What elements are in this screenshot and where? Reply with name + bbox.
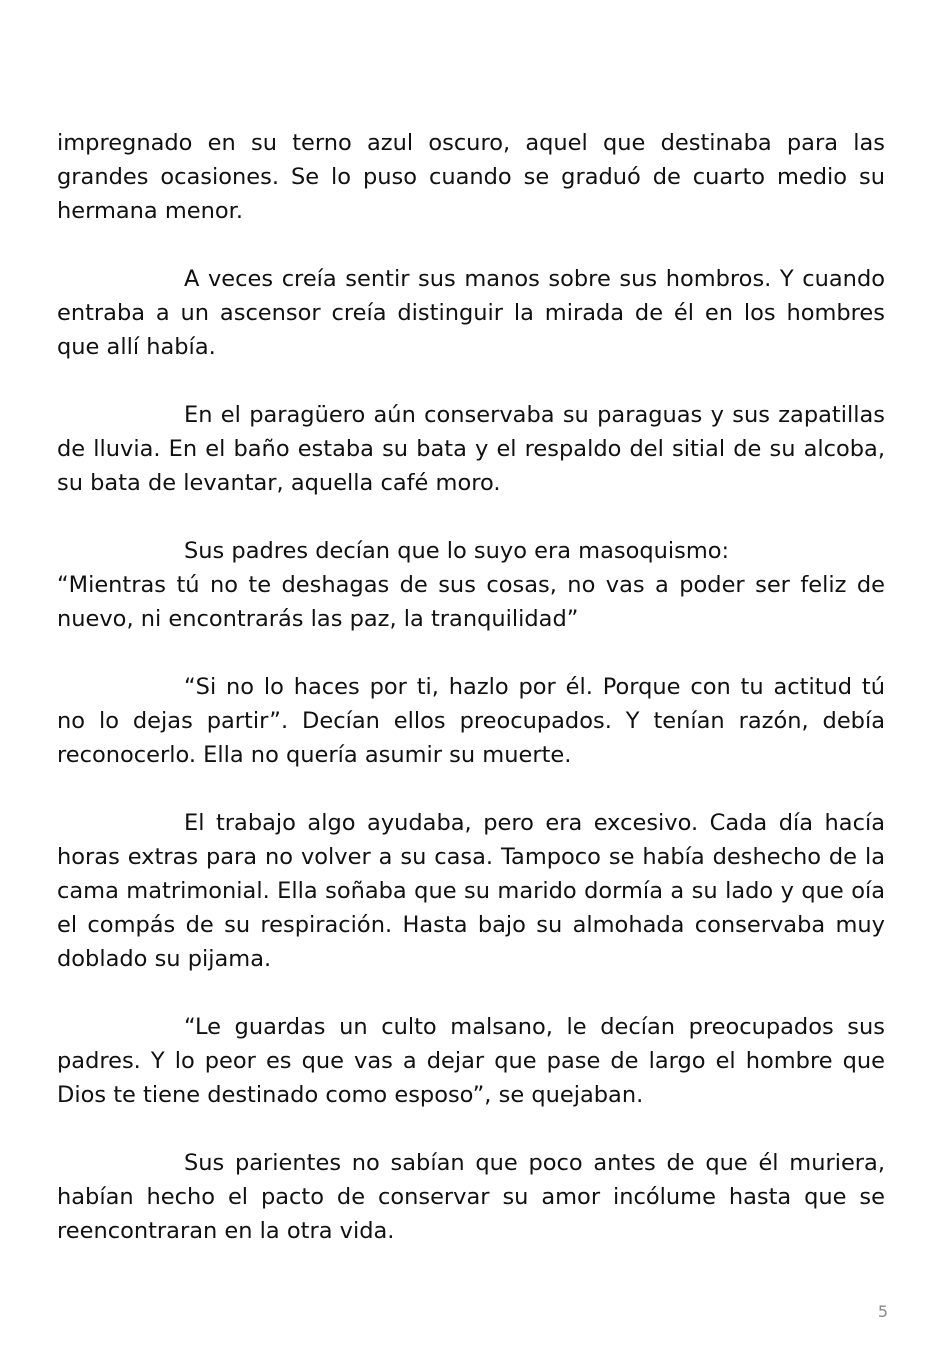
paragraph-7: “Le guardas un culto malsano, le decían preocupados sus padres. Y lo peor es que vas a dejar que pase de largo el hombre que Dios te tiene destinado como esposo”, se quejaban. bbox=[57, 1014, 885, 1108]
page-number: 5 bbox=[877, 1302, 888, 1321]
document-body bbox=[57, 126, 885, 1282]
paragraph-8: Sus parientes no sabían que poco antes de que él muriera, habían hecho el pacto de conservar su amor incólume hasta que se reencontraran en la otra vida. bbox=[57, 1150, 885, 1244]
paragraph-6: El trabajo algo ayudaba, pero era excesivo. Cada día hacía horas extras para no volver a su casa. Tampoco se había deshecho de la cama matrimonial. Ella soñaba que su marido dormía a su lado y que oía el compás de su respiración. Hasta bajo su almohada conservaba muy doblado su pijama. bbox=[57, 810, 885, 972]
paragraph-4-intro: Sus padres decían que lo suyo era masoquismo: bbox=[184, 538, 730, 564]
paragraph-2: A veces creía sentir sus manos sobre sus hombros. Y cuando entraba a un ascensor creía distinguir la mirada de él en los hombres que allí había. bbox=[57, 266, 885, 360]
paragraph-1: impregnado en su terno azul oscuro, aquel que destinaba para las grandes ocasiones. Se lo puso cuando se graduó de cuarto medio su hermana menor. bbox=[57, 130, 885, 224]
paragraph-5: “Si no lo haces por ti, hazlo por él. Porque con tu actitud tú no lo dejas partir”. Decían ellos preocupados. Y tenían razón, debía reconocerlo. Ella no quería asumir su muerte. bbox=[57, 674, 885, 768]
paragraph-3: En el paragüero aún conservaba su paraguas y sus zapatillas de lluvia. En el baño estaba su bata y el respaldo del sitial de su alcoba, su bata de levantar, aquella café moro. bbox=[57, 402, 885, 496]
paragraph-4 bbox=[57, 534, 885, 636]
paragraph-4-quote: “Mientras tú no te deshagas de sus cosas, no vas a poder ser feliz de nuevo, ni encontrarás las paz, la tranquilidad” bbox=[57, 572, 885, 632]
